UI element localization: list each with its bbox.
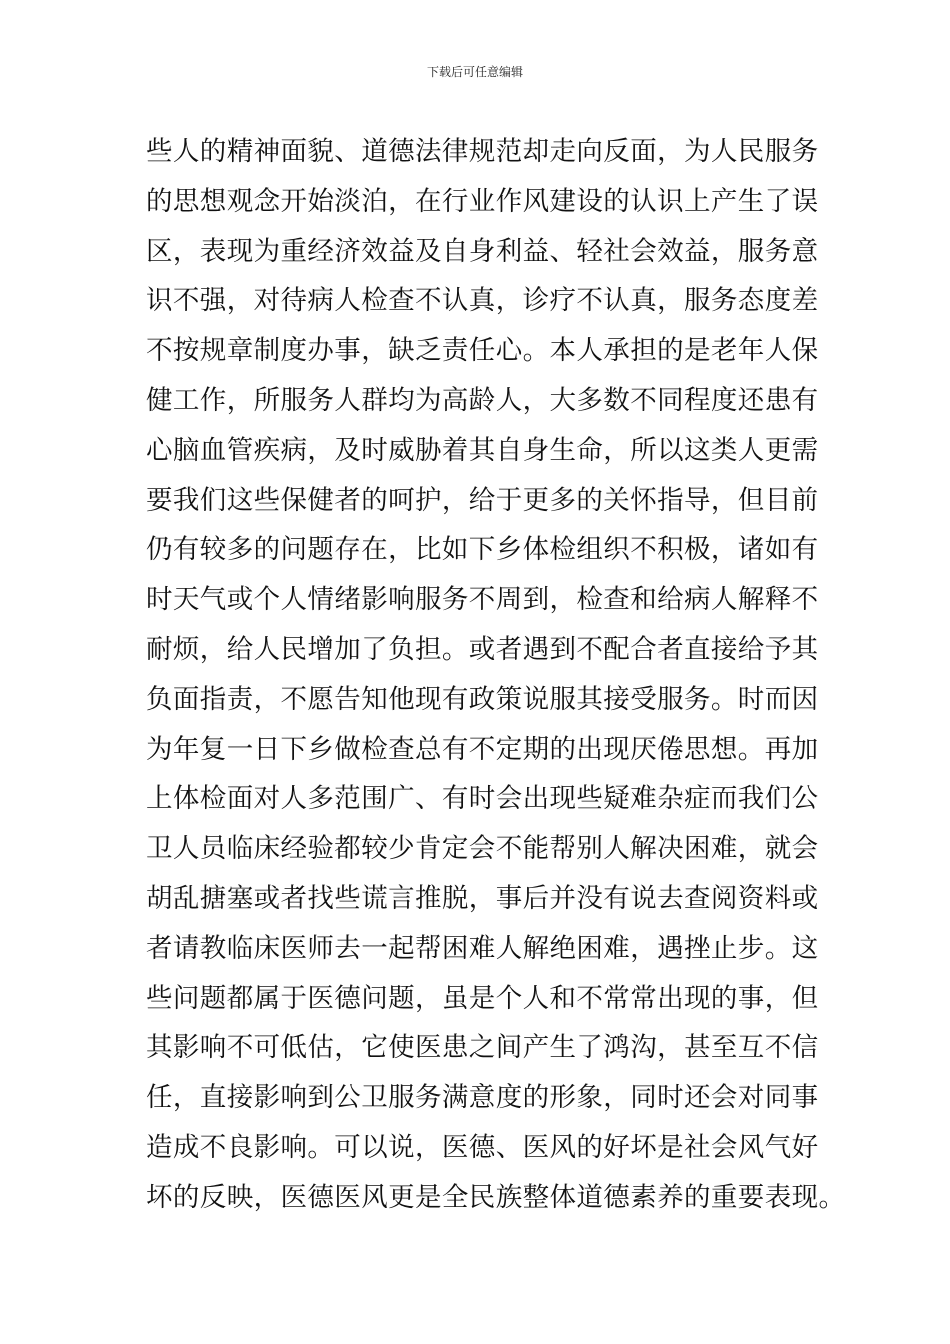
text-line: 其影响不可低估，它使医患之间产生了鸿沟，甚至互不信 — [146, 1032, 819, 1064]
text-line: 胡乱搪塞或者找些谎言推脱，事后并没有说去查阅资料或 — [146, 882, 819, 914]
text-line: 仍有较多的问题存在，比如下乡体检组织不积极，诸如有 — [146, 534, 819, 566]
text-line: 坏的反映，医德医风更是全民族整体道德素养的重要表现。 — [146, 1181, 846, 1213]
text-line: 心脑血管疾病，及时威胁着其自身生命，所以这类人更需 — [146, 434, 819, 466]
text-line: 的思想观念开始淡泊，在行业作风建设的认识上产生了误 — [146, 185, 819, 217]
text-line: 要我们这些保健者的呵护，给于更多的关怀指导，但目前 — [146, 484, 819, 516]
text-line: 些问题都属于医德问题，虽是个人和不常常出现的事，但 — [146, 982, 819, 1014]
text-line: 时天气或个人情绪影响服务不周到，检查和给病人解释不 — [146, 584, 819, 616]
text-line: 造成不良影响。可以说，医德、医风的好坏是社会风气好 — [146, 1131, 819, 1163]
text-line: 些人的精神面貌、道德法律规范却走向反面，为人民服务 — [146, 136, 819, 167]
text-line: 负面指责，不愿告知他现有政策说服其接受服务。时而因 — [146, 683, 819, 715]
text-line: 上体检面对人多范围广、有时会出现些疑难杂症而我们公 — [146, 783, 819, 815]
page-header-note: 下载后可任意编辑 — [426, 65, 523, 79]
document-body — [146, 127, 846, 1223]
text-line: 不按规章制度办事，缺乏责任心。本人承担的是老年人保 — [146, 335, 819, 367]
text-line: 任，直接影响到公卫服务满意度的形象，同时还会对同事 — [146, 1082, 819, 1114]
text-line: 者请教临床医师去一起帮困难人解绝困难，遇挫止步。这 — [146, 932, 819, 964]
text-line: 健工作，所服务人群均为高龄人，大多数不同程度还患有 — [146, 384, 819, 416]
text-line: 耐烦，给人民增加了负担。或者遇到不配合者直接给予其 — [146, 633, 819, 665]
text-line: 区，表现为重经济效益及自身利益、轻社会效益，服务意 — [146, 235, 819, 267]
text-line: 卫人员临床经验都较少肯定会不能帮别人解决困难，就会 — [146, 833, 819, 865]
text-line: 识不强，对待病人检查不认真，诊疗不认真，服务态度差 — [146, 285, 819, 317]
text-line: 为年复一日下乡做检查总有不定期的出现厌倦思想。再加 — [146, 733, 819, 765]
